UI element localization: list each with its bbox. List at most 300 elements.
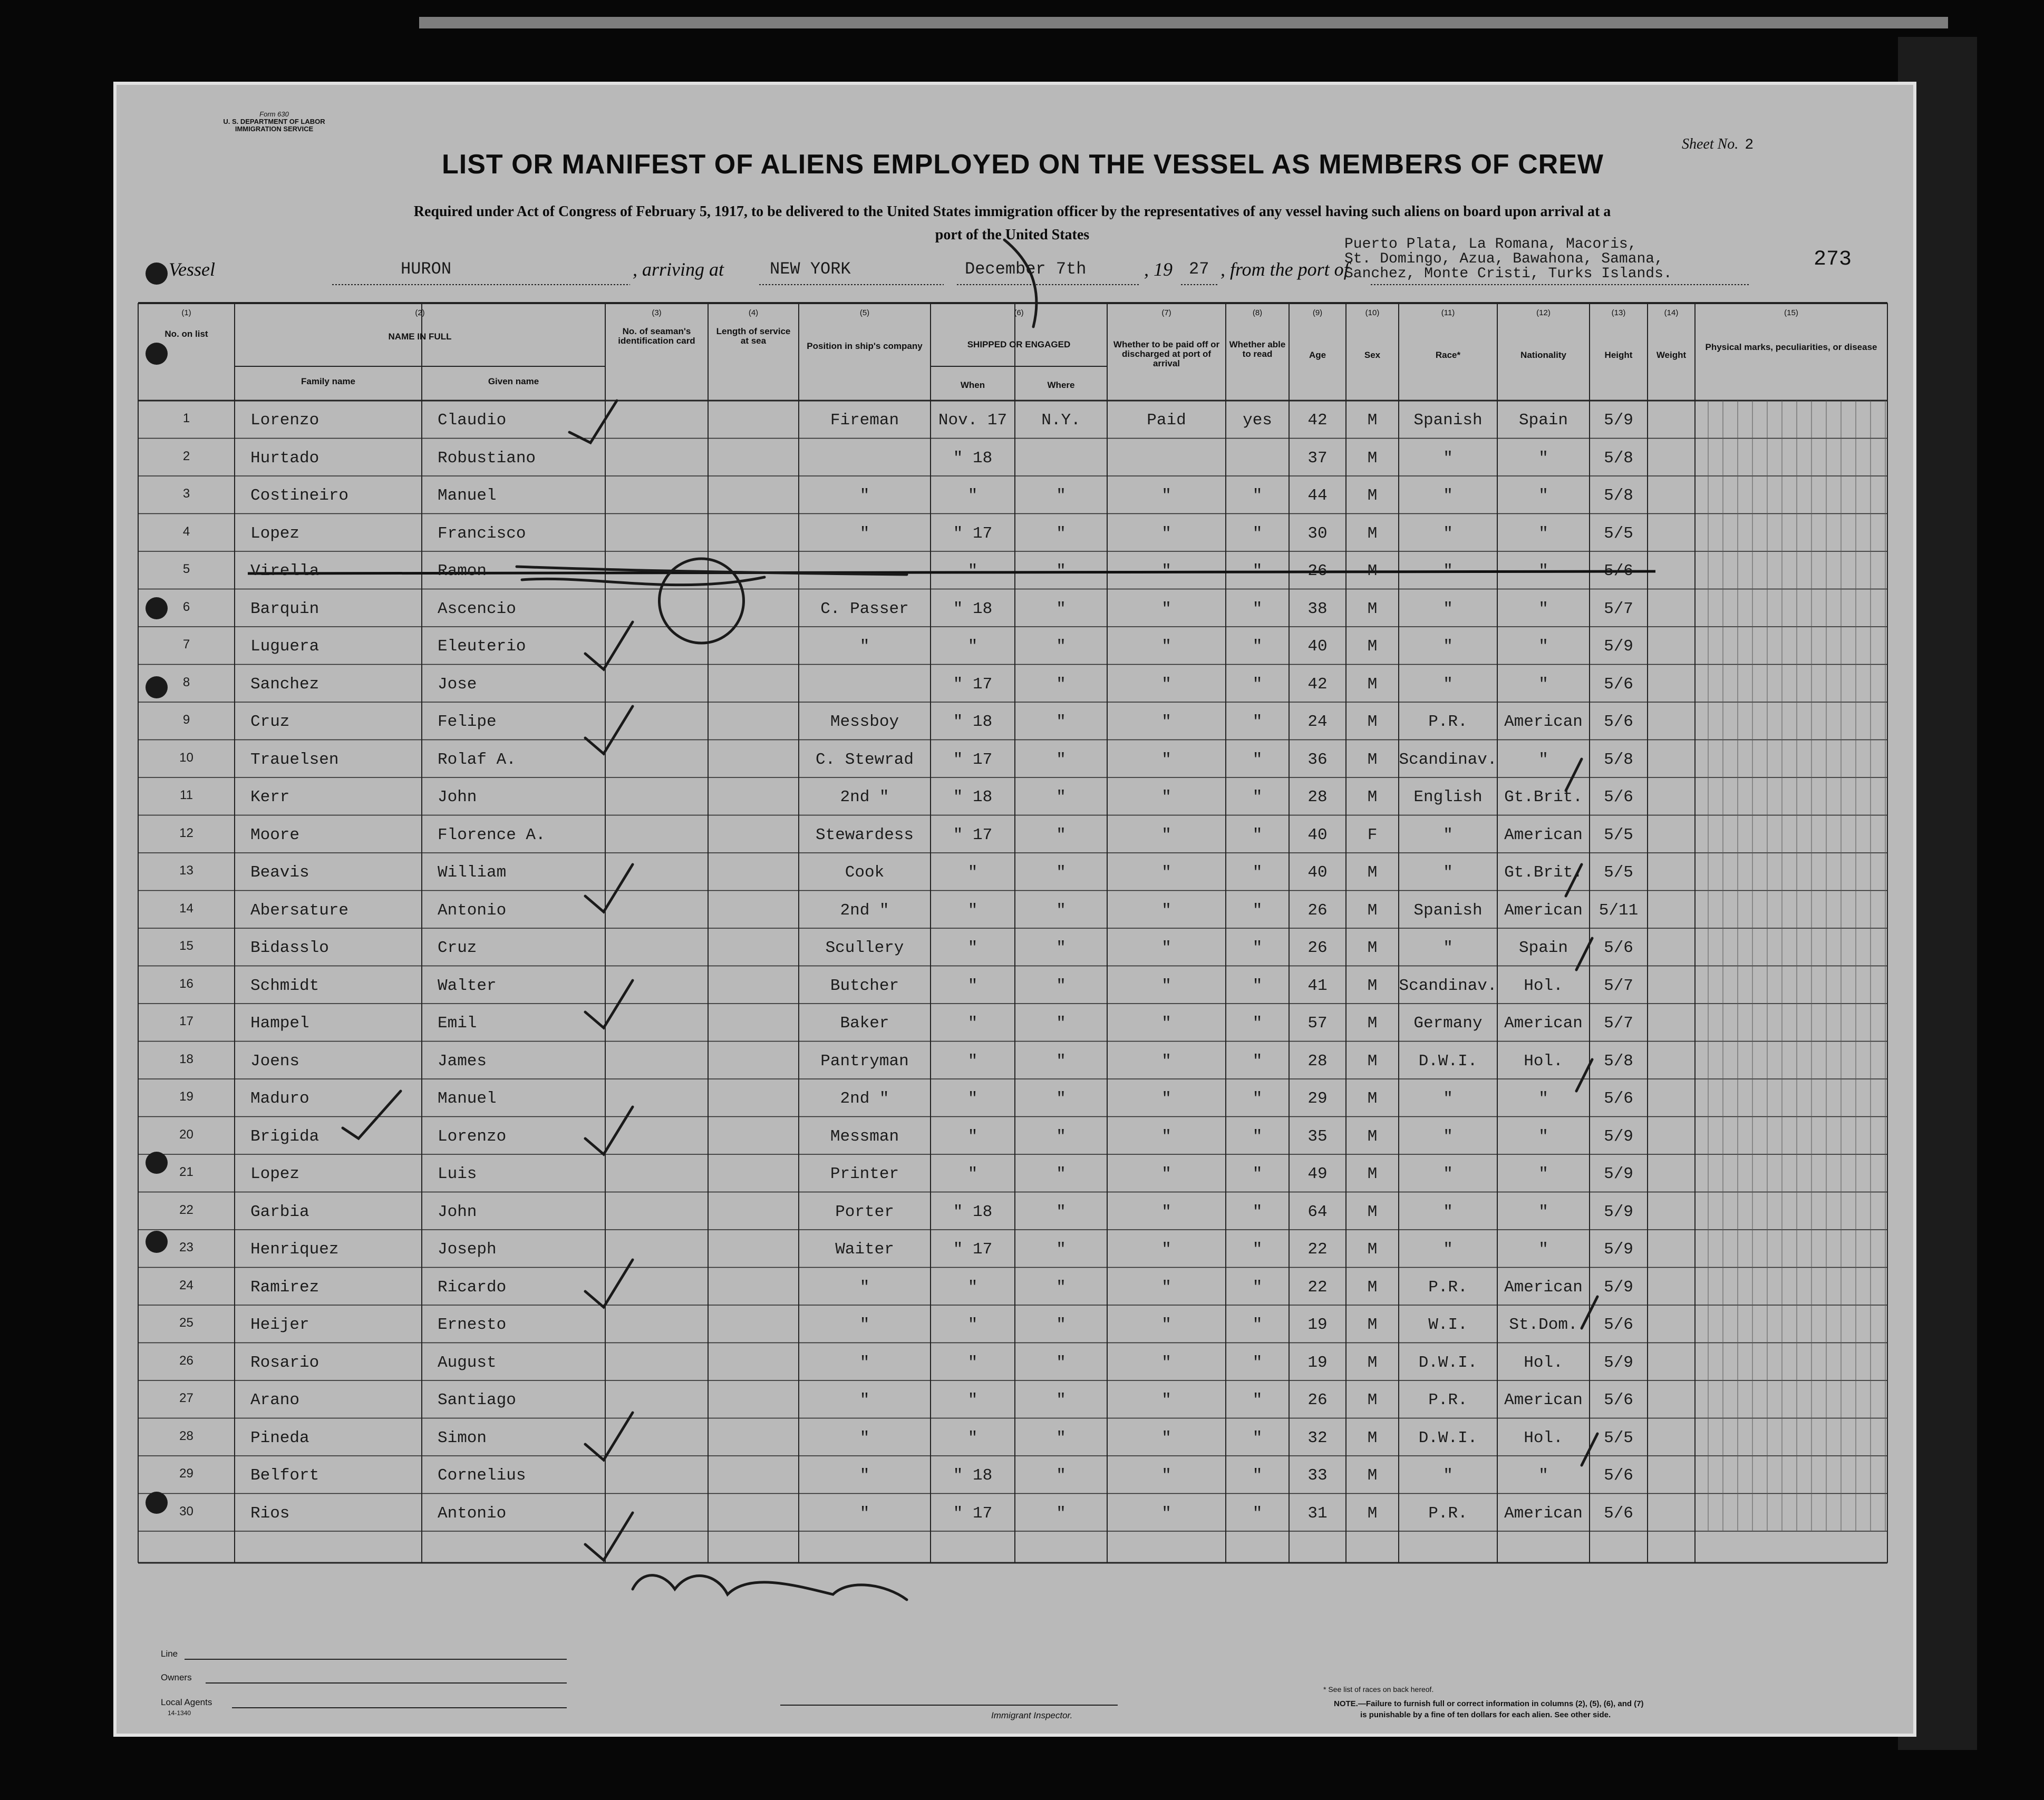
cell-family: Abersature <box>250 901 349 920</box>
cell-read: " <box>1252 1391 1263 1409</box>
cell-sex: M <box>1367 411 1378 430</box>
cell-paid: " <box>1161 825 1171 844</box>
cell-given: John <box>438 788 477 806</box>
arrival-port: NEW YORK <box>770 259 851 279</box>
cell-family: Bidasslo <box>250 939 329 957</box>
cell-nationality: American <box>1504 1278 1583 1297</box>
cell-family: Trauelsen <box>250 750 339 769</box>
cell-family: Belfort <box>250 1466 319 1485</box>
cell-when: " 18 <box>953 449 993 468</box>
cell-age: 31 <box>1307 1504 1328 1523</box>
cell-no: 24 <box>179 1278 193 1292</box>
cell-sex: M <box>1367 1052 1378 1071</box>
cell-where: " <box>1056 939 1066 957</box>
cell-age: 22 <box>1307 1240 1328 1259</box>
cell-no: 16 <box>179 976 193 991</box>
cell-no: 29 <box>179 1466 193 1481</box>
column-header-weight: Weight <box>1656 350 1687 360</box>
cell-paid: " <box>1161 1466 1171 1485</box>
column-header-race: Race* <box>1435 350 1461 360</box>
cell-nationality: " <box>1538 599 1548 618</box>
cell-paid: " <box>1161 487 1171 505</box>
cell-age: 40 <box>1307 637 1328 656</box>
cell-position: Fireman <box>830 411 899 430</box>
cell-no: 19 <box>179 1089 193 1104</box>
cell-no: 9 <box>182 713 190 727</box>
footer-line-label: Line <box>161 1649 178 1659</box>
cell-given: Cornelius <box>438 1466 526 1485</box>
column-header-when: When <box>960 380 985 390</box>
cell-height: 5/7 <box>1604 1014 1633 1033</box>
cell-paid: " <box>1161 901 1171 920</box>
cell-paid: " <box>1161 1316 1171 1334</box>
column-header-length-service: Length of service at sea <box>716 326 791 346</box>
cell-sex: M <box>1367 1391 1378 1409</box>
column-number: (3) <box>652 308 662 317</box>
cell-age: 26 <box>1307 939 1328 957</box>
cell-read: " <box>1252 863 1263 882</box>
cell-family: Cruz <box>250 713 290 731</box>
vessel-label: Vessel <box>169 259 215 280</box>
races-footnote: * See list of races on back hereof. <box>1323 1685 1434 1694</box>
column-number: (12) <box>1536 308 1551 317</box>
footer-form-code: 14-1340 <box>168 1709 191 1717</box>
cell-age: 28 <box>1307 1052 1328 1071</box>
cell-height: 5/5 <box>1604 1428 1633 1447</box>
cell-age: 40 <box>1307 825 1328 844</box>
cell-sex: M <box>1367 863 1378 882</box>
cell-where: " <box>1056 562 1066 580</box>
cell-height: 5/6 <box>1604 1316 1633 1334</box>
cell-race: " <box>1443 863 1453 882</box>
cell-nationality: American <box>1504 713 1583 731</box>
cell-sex: M <box>1367 1240 1378 1259</box>
cell-no: 20 <box>179 1127 193 1142</box>
cell-race: " <box>1443 825 1453 844</box>
cell-where: " <box>1056 1240 1066 1259</box>
cell-paid: " <box>1161 1165 1171 1183</box>
cell-paid: " <box>1161 599 1171 618</box>
cell-read: " <box>1252 1240 1263 1259</box>
cell-race: Spanish <box>1413 411 1483 430</box>
cell-paid: " <box>1161 675 1171 694</box>
cell-height: 5/6 <box>1604 788 1633 806</box>
cell-nationality: Gt.Brit. <box>1504 788 1583 806</box>
cell-sex: M <box>1367 713 1378 731</box>
cell-sex: M <box>1367 487 1378 505</box>
cell-nationality: " <box>1538 1240 1548 1259</box>
cell-family: Costineiro <box>250 487 349 505</box>
cell-where: " <box>1056 1014 1066 1033</box>
cell-race: " <box>1443 562 1453 580</box>
cell-height: 5/6 <box>1604 1466 1633 1485</box>
cell-height: 5/7 <box>1604 976 1633 995</box>
cell-race: Germany <box>1413 1014 1483 1033</box>
cell-race: " <box>1443 1127 1453 1146</box>
cell-when: " <box>967 1391 978 1409</box>
cell-when: " <box>967 976 978 995</box>
column-number: (5) <box>859 308 870 317</box>
cell-position: C. Passer <box>820 599 909 618</box>
cell-nationality: Hol. <box>1524 1428 1563 1447</box>
cell-paid: " <box>1161 1052 1171 1071</box>
cell-given: Antonio <box>438 901 507 920</box>
cell-sex: F <box>1367 825 1378 844</box>
cell-when: " 17 <box>953 675 993 694</box>
cell-age: 42 <box>1307 411 1328 430</box>
cell-read: " <box>1252 976 1263 995</box>
arrival-date: December 7th <box>965 259 1087 279</box>
column-header-age: Age <box>1309 350 1326 360</box>
cell-nationality: Hol. <box>1524 976 1563 995</box>
column-header-family-name: Family name <box>301 376 355 386</box>
cell-age: 30 <box>1307 524 1328 543</box>
cell-sex: M <box>1367 524 1378 543</box>
cell-when: " 18 <box>953 599 993 618</box>
sheet-label: Sheet No. <box>1682 136 1739 152</box>
cell-given: Eleuterio <box>438 637 526 656</box>
cell-where: " <box>1056 901 1066 920</box>
cell-given: Joseph <box>438 1240 497 1259</box>
column-header-paid-off: Whether to be paid off or discharged at port of arrival <box>1113 339 1220 368</box>
cell-sex: M <box>1367 562 1378 580</box>
column-header-able-read: Whether able to read <box>1229 339 1286 359</box>
arrival-year: 27 <box>1189 259 1209 279</box>
cell-position: 2nd " <box>840 901 889 920</box>
cell-read: " <box>1252 637 1263 656</box>
cell-height: 5/8 <box>1604 1052 1633 1071</box>
cell-position: " <box>859 1278 870 1297</box>
column-number: (10) <box>1365 308 1380 317</box>
cell-age: 28 <box>1307 788 1328 806</box>
cell-family: Rosario <box>250 1353 319 1372</box>
column-number: (6) <box>1014 308 1024 317</box>
cell-position: " <box>859 1316 870 1334</box>
cell-where: " <box>1056 1428 1066 1447</box>
cell-race: " <box>1443 524 1453 543</box>
cell-position: Messboy <box>830 713 899 731</box>
cell-paid: " <box>1161 750 1171 769</box>
cell-when: " <box>967 901 978 920</box>
cell-age: 41 <box>1307 976 1328 995</box>
cell-no: 1 <box>182 411 190 425</box>
cell-family: Heijer <box>250 1316 309 1334</box>
cell-given: Luis <box>438 1165 477 1183</box>
cell-position: " <box>859 1466 870 1485</box>
footer-note-2: is punishable by a fine of ten dollars for each alien. See other side. <box>1360 1710 1611 1719</box>
cell-given: August <box>438 1353 497 1372</box>
cell-height: 5/9 <box>1604 1353 1633 1372</box>
cell-height: 5/5 <box>1604 524 1633 543</box>
column-header-nationality: Nationality <box>1520 350 1566 360</box>
cell-given: James <box>438 1052 487 1071</box>
column-number: (9) <box>1312 308 1323 317</box>
cell-age: 33 <box>1307 1466 1328 1485</box>
column-number: (1) <box>181 308 191 317</box>
cell-family: Henriquez <box>250 1240 339 1259</box>
ports-line-2: St. Domingo, Azua, Bawahona, Samana, <box>1344 251 1663 267</box>
column-number: (2) <box>415 308 425 317</box>
cell-race: " <box>1443 939 1453 957</box>
cell-read: yes <box>1243 411 1272 430</box>
cell-where: " <box>1056 825 1066 844</box>
cell-where: " <box>1056 487 1066 505</box>
cell-where: " <box>1056 675 1066 694</box>
form-number: Form 630 <box>259 110 289 118</box>
cell-race: W.I. <box>1428 1316 1468 1334</box>
cell-no: 27 <box>179 1391 193 1405</box>
column-header-given-name: Given name <box>488 376 539 386</box>
cell-race: " <box>1443 1466 1453 1485</box>
cell-nationality: American <box>1504 825 1583 844</box>
cell-race: " <box>1443 487 1453 505</box>
cell-no: 5 <box>182 562 190 576</box>
cell-given: Ramon <box>438 562 487 580</box>
cell-sex: M <box>1367 1278 1378 1297</box>
column-header-position: Position in ship's company <box>807 341 923 351</box>
column-number: (4) <box>748 308 759 317</box>
cell-sex: M <box>1367 637 1378 656</box>
cell-family: Luguera <box>250 637 319 656</box>
cell-age: 19 <box>1307 1353 1328 1372</box>
cell-sex: M <box>1367 1089 1378 1108</box>
cell-age: 35 <box>1307 1127 1328 1146</box>
cell-given: Felipe <box>438 713 497 731</box>
cell-when: " <box>967 1428 978 1447</box>
cell-race: P.R. <box>1428 1278 1468 1297</box>
cell-read: " <box>1252 1014 1263 1033</box>
cell-read: " <box>1252 524 1263 543</box>
cell-given: John <box>438 1202 477 1221</box>
cell-position: Cook <box>845 863 885 882</box>
cell-nationality: American <box>1504 1504 1583 1523</box>
cell-race: Scandinav. <box>1399 976 1497 995</box>
cell-position: Printer <box>830 1165 899 1183</box>
cell-read: " <box>1252 1165 1263 1183</box>
cell-given: Claudio <box>438 411 507 430</box>
cell-height: 5/6 <box>1604 713 1633 731</box>
cell-paid: " <box>1161 863 1171 882</box>
cell-when: " 17 <box>953 1504 993 1523</box>
cell-family: Pineda <box>250 1428 309 1447</box>
cell-read: " <box>1252 1428 1263 1447</box>
cell-family: Garbia <box>250 1202 309 1221</box>
column-header-no-on-list: No. on list <box>164 329 208 339</box>
cell-no: 10 <box>179 750 193 765</box>
cell-when: " <box>967 1014 978 1033</box>
cell-race: " <box>1443 1202 1453 1221</box>
cell-race: P.R. <box>1428 713 1468 731</box>
footer-owners-label: Owners <box>161 1672 192 1682</box>
cell-no: 2 <box>182 449 190 463</box>
cell-sex: M <box>1367 1165 1378 1183</box>
page-title: LIST OR MANIFEST OF ALIENS EMPLOYED ON THE VESSEL AS MEMBERS OF CREW <box>442 149 1604 180</box>
cell-age: 24 <box>1307 713 1328 731</box>
cell-sex: M <box>1367 1202 1378 1221</box>
cell-position: 2nd " <box>840 1089 889 1108</box>
cell-nationality: Hol. <box>1524 1353 1563 1372</box>
footer-note-1: NOTE.—Failure to furnish full or correct information in columns (2), (5), (6), and (7) <box>1334 1699 1644 1708</box>
cell-paid: " <box>1161 713 1171 731</box>
cell-no: 22 <box>179 1202 193 1217</box>
cell-sex: M <box>1367 599 1378 618</box>
cell-read: " <box>1252 750 1263 769</box>
cell-paid: " <box>1161 1504 1171 1523</box>
cell-position: Porter <box>835 1202 894 1221</box>
cell-height: 5/8 <box>1604 449 1633 468</box>
cell-nationality: " <box>1538 1466 1548 1485</box>
cell-age: 40 <box>1307 863 1328 882</box>
cell-no: 3 <box>182 487 190 501</box>
cell-nationality: " <box>1538 675 1548 694</box>
cell-family: Hampel <box>250 1014 309 1033</box>
cell-age: 57 <box>1307 1014 1328 1033</box>
cell-where: " <box>1056 788 1066 806</box>
cell-age: 19 <box>1307 1316 1328 1334</box>
cell-no: 8 <box>182 675 190 689</box>
cell-sex: M <box>1367 788 1378 806</box>
cell-nationality: " <box>1538 750 1548 769</box>
cell-family: Barquin <box>250 599 319 618</box>
cell-when: " <box>967 562 978 580</box>
cell-given: Walter <box>438 976 497 995</box>
cell-race: " <box>1443 637 1453 656</box>
cell-position: 2nd " <box>840 788 889 806</box>
cell-where: " <box>1056 524 1066 543</box>
cell-no: 26 <box>179 1353 193 1368</box>
cell-nationality: Hol. <box>1524 1052 1563 1071</box>
cell-given: Ricardo <box>438 1278 507 1297</box>
cell-position: C. Stewrad <box>815 750 914 769</box>
cell-position: " <box>859 1428 870 1447</box>
cell-given: Santiago <box>438 1391 516 1409</box>
cell-sex: M <box>1367 939 1378 957</box>
cell-position: Pantryman <box>820 1052 909 1071</box>
cell-when: " 18 <box>953 1202 993 1221</box>
cell-age: 38 <box>1307 599 1328 618</box>
cell-family: Arano <box>250 1391 300 1409</box>
cell-height: 5/6 <box>1604 1089 1633 1108</box>
cell-race: P.R. <box>1428 1504 1468 1523</box>
ports-line-1: Puerto Plata, La Romana, Macoris, <box>1344 236 1637 252</box>
from-port-label: , from the port of <box>1220 259 1349 280</box>
cell-read: " <box>1252 1089 1263 1108</box>
cell-read: " <box>1252 713 1263 731</box>
inspector-label: Immigrant Inspector. <box>991 1710 1073 1720</box>
cell-sex: M <box>1367 1127 1378 1146</box>
cell-nationality: St.Dom. <box>1509 1316 1578 1334</box>
cell-paid: " <box>1161 562 1171 580</box>
cell-paid: " <box>1161 524 1171 543</box>
cell-race: " <box>1443 1165 1453 1183</box>
cell-position: Baker <box>840 1014 889 1033</box>
cell-when: " 18 <box>953 1466 993 1485</box>
cell-nationality: " <box>1538 487 1548 505</box>
cell-no: 18 <box>179 1052 193 1066</box>
column-header-where: Where <box>1047 380 1075 390</box>
cell-paid: " <box>1161 788 1171 806</box>
cell-height: 5/9 <box>1604 1240 1633 1259</box>
cell-no: 15 <box>179 939 193 953</box>
cell-sex: M <box>1367 675 1378 694</box>
cell-race: " <box>1443 1089 1453 1108</box>
cell-no: 17 <box>179 1014 193 1028</box>
service-name: IMMIGRATION SERVICE <box>235 125 314 133</box>
cell-read: " <box>1252 1052 1263 1071</box>
cell-where: " <box>1056 1466 1066 1485</box>
cell-when: " <box>967 1165 978 1183</box>
cell-read: " <box>1252 487 1263 505</box>
cell-when: " 17 <box>953 750 993 769</box>
cell-race: Spanish <box>1413 901 1483 920</box>
cell-position: " <box>859 1504 870 1523</box>
cell-given: Ernesto <box>438 1316 507 1334</box>
cell-where: " <box>1056 1202 1066 1221</box>
cell-given: Florence A. <box>438 825 546 844</box>
cell-paid: " <box>1161 1278 1171 1297</box>
cell-race: " <box>1443 1240 1453 1259</box>
cell-sex: M <box>1367 1353 1378 1372</box>
cell-no: 12 <box>179 825 193 840</box>
cell-given: Jose <box>438 675 477 694</box>
year-prefix: , 19 <box>1144 259 1173 280</box>
cell-race: D.W.I. <box>1418 1353 1478 1372</box>
cell-read: " <box>1252 939 1263 957</box>
cell-paid: " <box>1161 939 1171 957</box>
cell-race: " <box>1443 599 1453 618</box>
cell-age: 22 <box>1307 1278 1328 1297</box>
cell-when: " <box>967 1278 978 1297</box>
cell-when: " 17 <box>953 1240 993 1259</box>
cell-height: 5/8 <box>1604 750 1633 769</box>
cell-when: " 18 <box>953 713 993 731</box>
cell-where: " <box>1056 1165 1066 1183</box>
column-number: (11) <box>1441 308 1455 317</box>
column-header-physical: Physical marks, peculiarities, or disease <box>1705 342 1877 352</box>
cell-given: Rolaf A. <box>438 750 516 769</box>
cell-family: Lopez <box>250 524 300 543</box>
cell-given: Manuel <box>438 487 497 505</box>
cell-no: 11 <box>180 788 193 802</box>
cell-height: 5/6 <box>1604 1391 1633 1409</box>
cell-given: Cruz <box>438 939 477 957</box>
cell-given: Manuel <box>438 1089 497 1108</box>
cell-position: " <box>859 524 870 543</box>
cell-paid: " <box>1161 1089 1171 1108</box>
cell-where: " <box>1056 1052 1066 1071</box>
cell-paid: " <box>1161 1014 1171 1033</box>
cell-when: " <box>967 1052 978 1071</box>
cell-read: " <box>1252 562 1263 580</box>
cell-position: Messman <box>830 1127 899 1146</box>
cell-where: " <box>1056 976 1066 995</box>
cell-family: Joens <box>250 1052 300 1071</box>
column-header-seaman-card: No. of seaman's identification card <box>618 326 695 346</box>
cell-family: Rios <box>250 1504 290 1523</box>
cell-age: 32 <box>1307 1428 1328 1447</box>
cell-height: 5/6 <box>1604 562 1633 580</box>
cell-no: 28 <box>179 1428 193 1443</box>
cell-family: Ramirez <box>250 1278 319 1297</box>
cell-age: 26 <box>1307 562 1328 580</box>
cell-sex: M <box>1367 1014 1378 1033</box>
cell-height: 5/6 <box>1604 1504 1633 1523</box>
cell-sex: M <box>1367 1504 1378 1523</box>
cell-read: " <box>1252 788 1263 806</box>
cell-age: 44 <box>1307 487 1328 505</box>
cell-race: Scandinav. <box>1399 750 1497 769</box>
cell-age: 29 <box>1307 1089 1328 1108</box>
